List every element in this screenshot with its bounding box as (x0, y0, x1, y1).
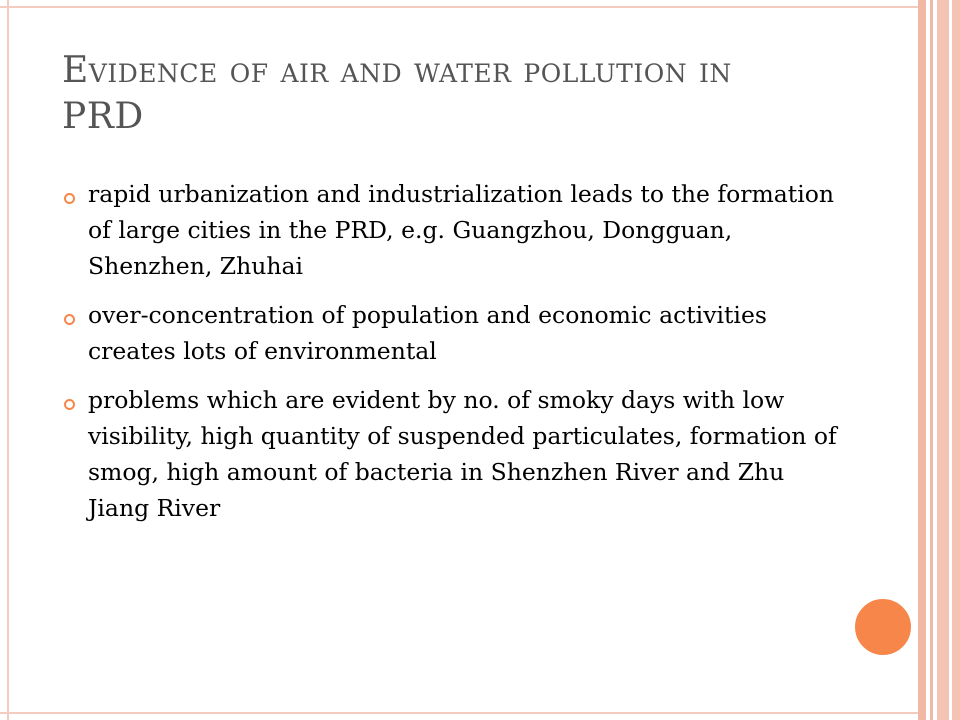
ring-bullet-icon (64, 399, 75, 410)
bullet-text: rapid urbanization and industrialization leads to the formation of large cities in the PRD, e.g. Guangzhou, Dongguan, Shenzhen, Zhuhai (88, 180, 835, 280)
bullet-text: over-concentration of population and economic activities creates lots of environmental (88, 301, 767, 365)
ring-bullet-icon (64, 314, 75, 325)
bullet-text: problems which are evident by no. of smoky days with low visibility, high quantity of suspended particulates, formation of smog, high amount of bacteria in Shenzhen River and Zhu Jiang River (88, 386, 837, 522)
orange-circle-decoration (853, 597, 913, 657)
side-stripe (918, 0, 926, 720)
bullet-item (62, 382, 842, 526)
side-stripe-gap (949, 0, 952, 720)
frame-line-top (0, 6, 918, 8)
frame-line-bottom (0, 712, 918, 714)
frame-line-left (7, 0, 9, 720)
slide-title: Evidence of air and water pollution in PRD (62, 50, 732, 137)
bullet-list (62, 176, 842, 539)
bullet-item (62, 297, 842, 369)
bullet-item (62, 176, 842, 284)
ring-bullet-icon (64, 193, 75, 204)
